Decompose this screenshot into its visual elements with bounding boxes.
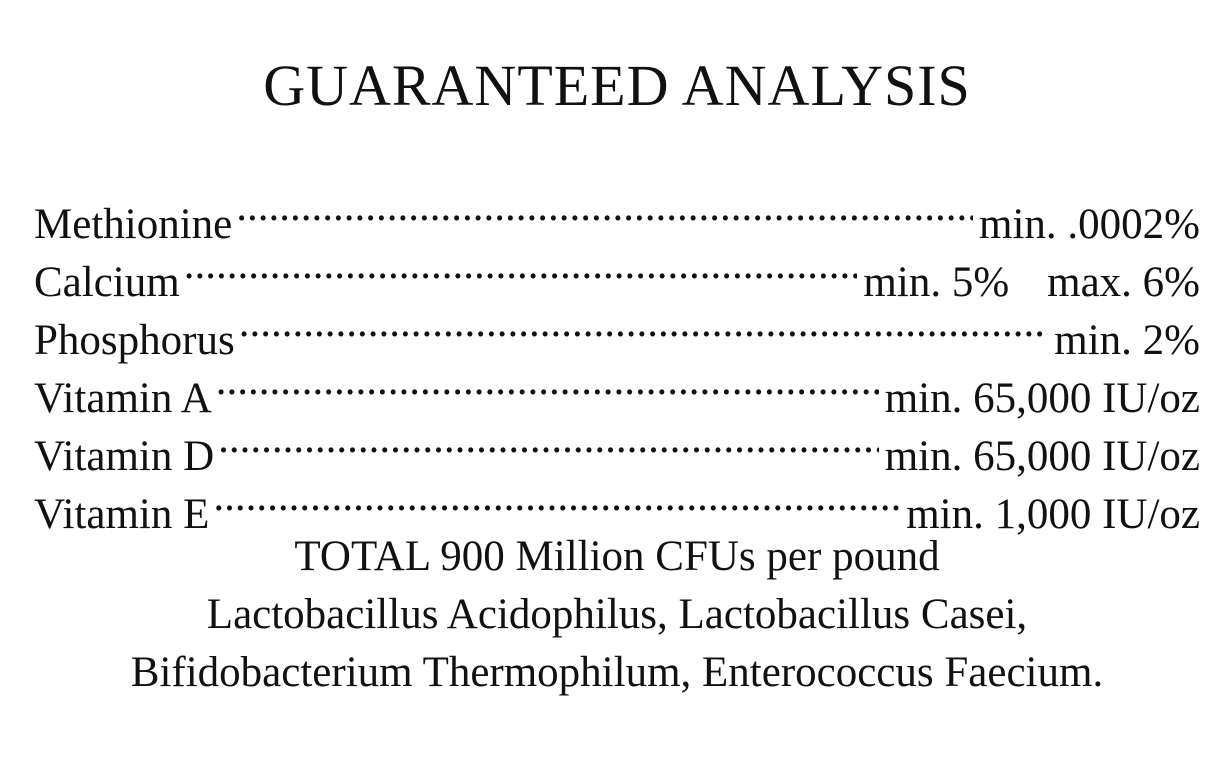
nutrient-label: Phosphorus <box>34 317 235 364</box>
nutrient-max-value: max. 6% <box>1047 259 1200 306</box>
nutrient-value <box>885 428 1200 486</box>
nutrient-min-value: min. 2% <box>1054 317 1200 364</box>
nutrient-min-value: min. 1,000 IU/oz <box>906 491 1200 538</box>
nutrient-label: Vitamin A <box>34 375 212 422</box>
nutrient-value <box>1054 312 1200 370</box>
dot-leader <box>218 412 879 470</box>
nutrient-value <box>979 196 1200 254</box>
nutrient-min-value: min. 65,000 IU/oz <box>884 433 1200 480</box>
nutrient-list <box>34 180 1200 538</box>
dot-leader <box>236 180 973 238</box>
total-cfu-line: TOTAL 900 Million CFUs per pound <box>294 533 940 580</box>
nutrient-row-phosphorus <box>34 296 1200 364</box>
nutrient-value <box>885 370 1200 428</box>
dot-leader <box>239 296 1049 354</box>
nutrient-min-value: min. 5% <box>863 259 1010 306</box>
nutrient-min-value: min. .0002% <box>979 201 1200 248</box>
nutrient-label: Vitamin D <box>34 433 215 480</box>
dot-leader <box>216 354 879 412</box>
dot-leader <box>213 470 900 528</box>
cultures-line-2: Bifidobacterium Thermophilum, Enterococcus Faecium. <box>130 649 1104 696</box>
nutrient-row-methionine <box>34 180 1200 248</box>
dot-leader <box>184 238 858 296</box>
page-title: GUARANTEED ANALYSIS <box>263 53 971 118</box>
cultures-line-1: Lactobacillus Acidophilus, Lactobacillus Casei, <box>206 591 1028 638</box>
nutrient-label: Calcium <box>34 259 180 306</box>
nutrient-label: Vitamin E <box>34 491 210 538</box>
nutrient-min-value: min. 65,000 IU/oz <box>884 375 1200 422</box>
nutrient-label: Methionine <box>34 201 233 248</box>
nutrient-value <box>906 486 1200 544</box>
